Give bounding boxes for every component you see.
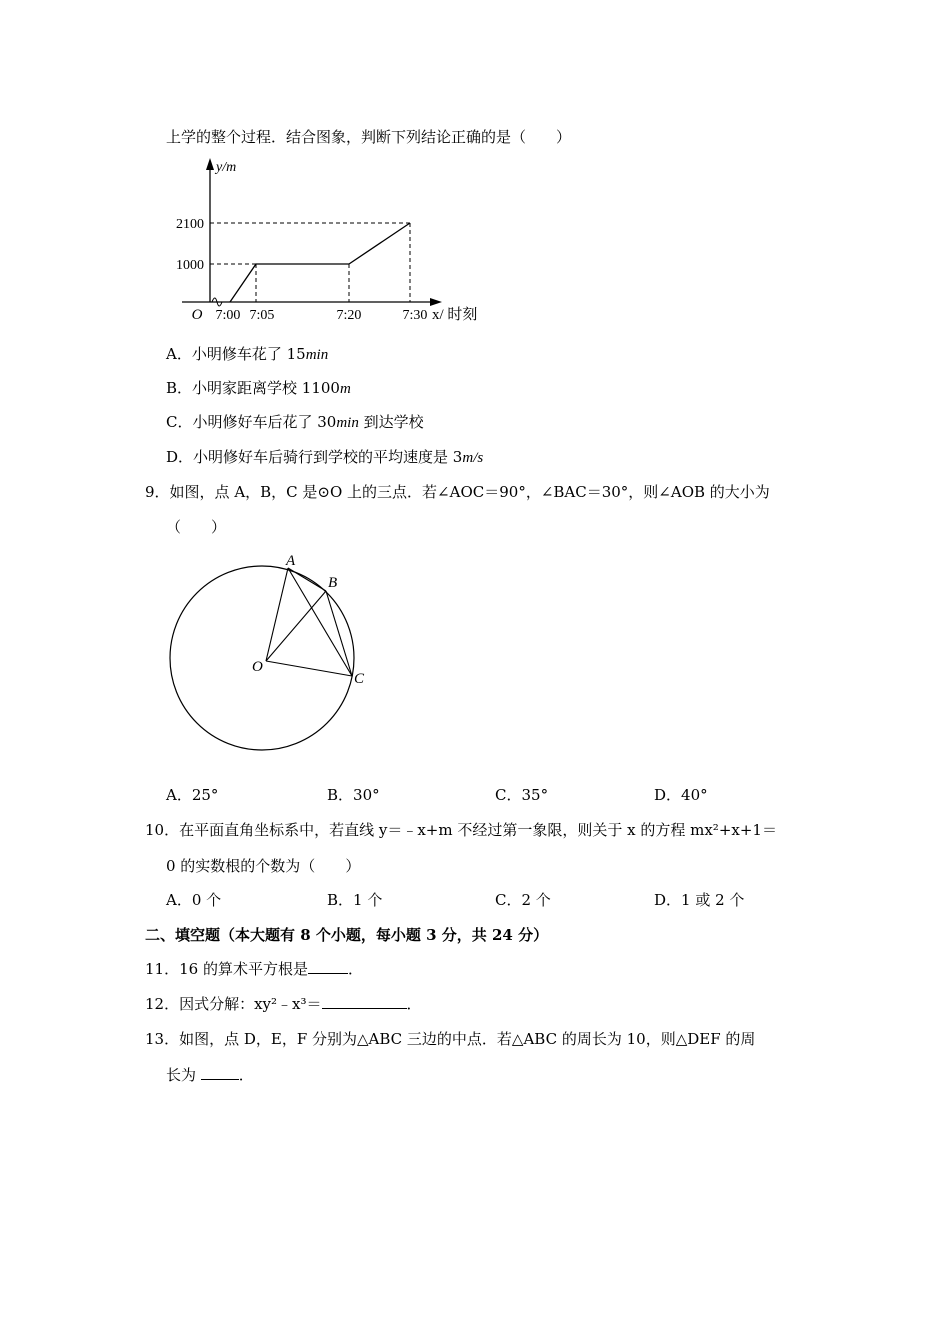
q13-stem: 13．如图，点 D，E，F 分别为△ABC 三边的中点．若△ABC 的周长为 10，则△DEF 的周	[145, 1030, 756, 1048]
q9-option-a[interactable]: A．25°	[166, 786, 219, 804]
y-tick-1000: 1000	[176, 258, 204, 273]
point-c-label: C	[354, 671, 365, 687]
q13-stem-line2: 长为 ．	[166, 1066, 254, 1084]
q10-stem: 10．在平面直角坐标系中，若直线 y＝﹣x+m 不经过第一象限，则关于 x 的方程 mx²+x+1＝	[145, 821, 777, 839]
q9-circle-figure	[160, 548, 380, 758]
q9-stem-line2: （ ）	[166, 518, 227, 536]
q10-option-a[interactable]: A．0 个	[166, 891, 222, 909]
x-tick-730: 7:30	[402, 308, 428, 323]
q11-answer-blank[interactable]	[308, 959, 348, 974]
q12-answer-blank[interactable]	[322, 994, 407, 1009]
y-axis-arrow-icon	[206, 158, 214, 170]
q11: 11．16 的算术平方根是 ．	[145, 960, 363, 978]
q10-option-b[interactable]: B．1 个	[327, 891, 383, 909]
y-tick-2100: 2100	[176, 217, 204, 232]
origin-label: O	[191, 307, 203, 323]
x-tick-705: 7:05	[249, 308, 275, 323]
x-tick-720: 7:20	[336, 308, 362, 323]
point-o-label: O	[252, 659, 263, 675]
point-b-label: B	[328, 575, 338, 591]
q8-data-line	[230, 223, 410, 302]
q12: 12．因式分解：xy²﹣x³＝ ．	[145, 995, 422, 1013]
q8-distance-time-graph	[170, 152, 510, 327]
q9-option-d[interactable]: D．40°	[654, 786, 708, 804]
x-axis-arrow-icon	[430, 298, 442, 306]
q8-option-b[interactable]: B．小明家距离学校 1100m	[166, 379, 351, 397]
q8-option-c[interactable]: C．小明修好车后花了 30min 到达学校	[166, 413, 424, 431]
q10-option-c[interactable]: C．2 个	[495, 891, 551, 909]
q8-stem-tail: 上学的整个过程．结合图象，判断下列结论正确的是（ ）	[166, 128, 572, 146]
y-axis-label: y/m	[216, 160, 237, 175]
q8-option-a[interactable]: A．小明修车花了 15min	[166, 345, 329, 363]
q13-answer-blank[interactable]	[201, 1065, 239, 1080]
section-2-title: 二、填空题（本大题有 8 个小题，每小题 3 分，共 24 分）	[145, 926, 549, 944]
q9-option-c[interactable]: C．35°	[495, 786, 549, 804]
q9-option-b[interactable]: B．30°	[327, 786, 380, 804]
q10-option-d[interactable]: D．1 或 2 个	[654, 891, 745, 909]
q8-option-d[interactable]: D．小明修好车后骑行到学校的平均速度是 3m/s	[166, 448, 484, 466]
q9-stem: 9．如图，点 A，B，C 是⊙O 上的三点．若∠AOC＝90°，∠BAC＝30°，则∠AOB 的大小为	[145, 483, 770, 501]
q10-stem-line2: 0 的实数根的个数为（ ）	[166, 857, 361, 875]
point-a-label: A	[286, 553, 296, 569]
x-tick-700: 7:00	[215, 308, 241, 323]
x-axis-label: x/ 时刻	[432, 307, 478, 323]
